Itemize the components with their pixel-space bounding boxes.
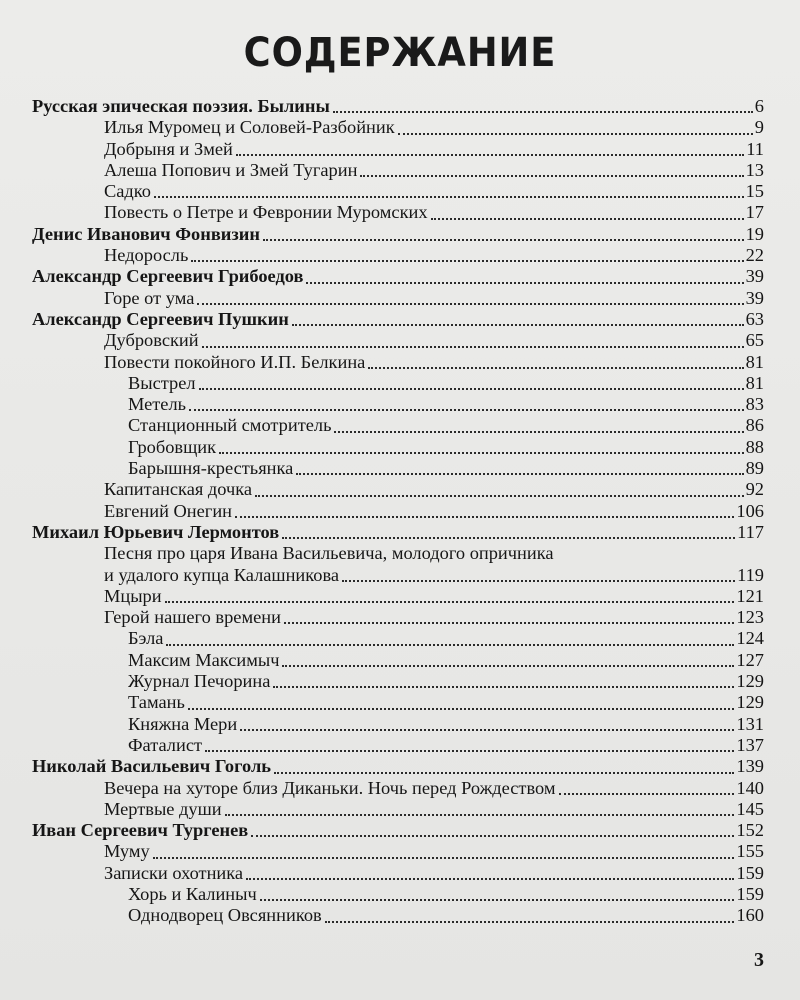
toc-entry-title: Алеша Попович и Змей Тугарин	[104, 159, 358, 180]
toc-entry	[32, 565, 764, 586]
toc-entry	[32, 628, 764, 649]
toc-entry	[32, 288, 764, 309]
toc-entry-page: 119	[737, 564, 764, 585]
toc-entry	[32, 714, 764, 735]
table-of-contents	[32, 96, 764, 927]
toc-leader-dots	[205, 750, 734, 752]
toc-entry-page: 19	[745, 223, 764, 244]
toc-leader-dots	[284, 622, 734, 624]
toc-entry-title: Повесть о Петре и Февронии Муромских	[104, 202, 428, 223]
toc-entry-page: 39	[745, 287, 764, 308]
toc-entry-title: Русская эпическая поэзия. Былины	[32, 96, 330, 116]
toc-entry-page: 11	[746, 138, 764, 159]
toc-entry	[32, 139, 764, 160]
toc-entry	[32, 224, 764, 245]
toc-entry-title: Илья Муромец и Соловей-Разбойник	[104, 117, 395, 138]
toc-leader-dots	[165, 601, 735, 603]
page-title: СОДЕРЖАНИЕ	[243, 30, 557, 76]
toc-leader-dots	[188, 708, 735, 710]
toc-leader-dots	[282, 537, 735, 539]
toc-leader-dots	[246, 878, 734, 880]
page-number: 3	[754, 949, 764, 971]
toc-entry-title: Фаталист	[128, 734, 203, 755]
toc-entry-title: Мертвые души	[104, 798, 222, 819]
toc-entry	[32, 181, 764, 202]
toc-entry	[32, 586, 764, 607]
toc-leader-dots	[219, 452, 744, 454]
toc-entry-title: Барышня-крестьянка	[128, 458, 294, 479]
toc-leader-dots	[368, 367, 743, 369]
toc-leader-dots	[559, 793, 735, 795]
toc-entry	[32, 501, 764, 522]
toc-entry-page: 81	[745, 372, 764, 393]
toc-entry	[32, 437, 764, 458]
toc-entry-title: Хорь и Калиныч	[128, 883, 257, 904]
toc-leader-dots	[398, 133, 753, 135]
toc-entry-title: Повести покойного И.П. Белкина	[104, 351, 366, 372]
toc-leader-dots	[202, 346, 744, 348]
toc-entry	[32, 330, 764, 351]
toc-entry-page: 6	[754, 96, 764, 116]
toc-leader-dots	[334, 431, 743, 433]
toc-entry	[32, 522, 764, 543]
toc-entry	[32, 96, 764, 117]
toc-entry	[32, 863, 764, 884]
toc-entry-title: Иван Сергеевич Тургенев	[32, 820, 249, 841]
toc-entry-title: и удалого купца Калашникова	[104, 564, 340, 585]
toc-entry-title: Максим Максимыч	[128, 649, 280, 670]
toc-entry-title: Песня про царя Ивана Васильевича, молодого опричника	[104, 543, 554, 564]
toc-entry-page: 152	[736, 820, 764, 841]
toc-leader-dots	[342, 580, 735, 582]
toc-entry-title: Горе от ума	[104, 287, 195, 308]
toc-entry-title: Александр Сергеевич Грибоедов	[32, 266, 304, 287]
toc-leader-dots	[189, 409, 744, 411]
toc-entry-page: 123	[736, 607, 764, 628]
toc-entry	[32, 202, 764, 223]
toc-entry-title: Бэла	[128, 628, 164, 649]
toc-leader-dots	[255, 495, 744, 497]
toc-entry-title: Метель	[128, 394, 187, 415]
toc-entry	[32, 756, 764, 777]
toc-leader-dots	[199, 388, 744, 390]
toc-entry-page: 127	[736, 649, 764, 670]
toc-entry-page: 65	[745, 330, 764, 351]
toc-entry-title: Муму	[104, 841, 150, 862]
toc-leader-dots	[197, 303, 743, 305]
toc-leader-dots	[153, 857, 735, 859]
toc-leader-dots	[240, 729, 734, 731]
toc-entry	[32, 479, 764, 500]
toc-entry-title: Станционный смотритель	[128, 415, 332, 436]
toc-entry-page: 86	[745, 415, 764, 436]
toc-entry-title: Николай Васильевич Гоголь	[32, 756, 272, 777]
toc-entry-page: 89	[745, 458, 764, 479]
toc-entry-page: 145	[736, 798, 764, 819]
toc-entry-title: Княжна Мери	[128, 713, 238, 734]
toc-entry-title: Герой нашего времени	[104, 607, 281, 628]
toc-entry	[32, 841, 764, 862]
toc-entry-title: Денис Иванович Фонвизин	[32, 223, 260, 244]
toc-entry	[32, 735, 764, 756]
toc-entry	[32, 373, 764, 394]
toc-entry	[32, 884, 764, 905]
toc-entry-page: 39	[745, 266, 764, 287]
toc-entry-page: 22	[745, 245, 764, 266]
toc-entry-title: Михаил Юрьевич Лермонтов	[32, 521, 280, 542]
toc-leader-dots	[325, 921, 735, 923]
toc-entry-title: Садко	[104, 181, 151, 202]
toc-leader-dots	[225, 814, 735, 816]
toc-entry	[32, 117, 764, 138]
toc-leader-dots	[282, 665, 734, 667]
toc-entry-title: Дубровский	[104, 330, 199, 351]
toc-entry	[32, 778, 764, 799]
toc-entry	[32, 692, 764, 713]
toc-entry-title: Журнал Печорина	[128, 671, 271, 692]
toc-leader-dots	[166, 644, 734, 646]
toc-entry-title: Капитанская дочка	[104, 479, 253, 500]
toc-leader-dots	[235, 516, 734, 518]
toc-entry-page: 155	[736, 841, 764, 862]
toc-entry-page: 9	[754, 117, 764, 138]
toc-leader-dots	[360, 175, 743, 177]
toc-leader-dots	[260, 899, 735, 901]
toc-entry-page: 13	[745, 159, 764, 180]
toc-entry	[32, 905, 764, 926]
toc-leader-dots	[236, 154, 744, 156]
toc-entry-page: 88	[745, 436, 764, 457]
toc-entry-page: 131	[736, 713, 764, 734]
toc-entry-page: 83	[745, 394, 764, 415]
toc-leader-dots	[251, 835, 734, 837]
toc-entry	[32, 607, 764, 628]
toc-entry	[32, 650, 764, 671]
toc-entry-page: 15	[745, 181, 764, 202]
toc-entry-title: Однодворец Овсянников	[128, 905, 322, 926]
toc-entry-page: 129	[736, 671, 764, 692]
toc-entry-title: Вечера на хуторе близ Диканьки. Ночь перед Рождеством	[104, 777, 556, 798]
toc-entry-title: Недоросль	[104, 245, 189, 266]
toc-entry	[32, 160, 764, 181]
toc-leader-dots	[296, 473, 743, 475]
toc-entry-page: 124	[736, 628, 764, 649]
toc-leader-dots	[273, 686, 734, 688]
toc-entry-page: 117	[737, 521, 764, 542]
toc-entry-page: 81	[745, 351, 764, 372]
toc-entry-page: 159	[736, 883, 764, 904]
toc-entry-title: Евгений Онегин	[104, 500, 233, 521]
toc-leader-dots	[333, 111, 753, 113]
toc-entry	[32, 352, 764, 373]
toc-entry-page: 63	[745, 308, 764, 329]
toc-entry-title: Мцыри	[104, 585, 162, 606]
toc-entry-page: 106	[736, 500, 764, 521]
toc-entry-page: 139	[736, 756, 764, 777]
toc-entry-page: 92	[745, 479, 764, 500]
toc-leader-dots	[154, 196, 744, 198]
toc-entry-title: Записки охотника	[104, 862, 244, 883]
toc-entry	[32, 245, 764, 266]
toc-entry-page: 17	[745, 202, 764, 223]
toc-leader-dots	[431, 218, 744, 220]
toc-entry	[32, 671, 764, 692]
toc-entry-page: 160	[736, 905, 764, 926]
toc-entry	[32, 266, 764, 287]
toc-entry-title: Александр Сергеевич Пушкин	[32, 308, 289, 329]
toc-entry-title: Гробовщик	[128, 436, 217, 457]
toc-leader-dots	[292, 324, 744, 326]
toc-entry	[32, 458, 764, 479]
toc-entry-page: 137	[736, 734, 764, 755]
toc-leader-dots	[263, 239, 744, 241]
toc-entry-page: 159	[736, 862, 764, 883]
toc-entry	[32, 820, 764, 841]
toc-entry-page: 129	[736, 692, 764, 713]
toc-entry	[32, 415, 764, 436]
toc-leader-dots	[274, 772, 734, 774]
toc-entry	[32, 543, 764, 564]
toc-entry	[32, 799, 764, 820]
toc-entry-title: Добрыня и Змей	[104, 138, 233, 159]
toc-leader-dots	[191, 260, 743, 262]
toc-entry	[32, 394, 764, 415]
toc-entry-title: Выстрел	[128, 372, 196, 393]
toc-entry-page: 140	[736, 777, 764, 798]
toc-entry-title: Тамань	[128, 692, 185, 713]
toc-entry	[32, 309, 764, 330]
toc-leader-dots	[306, 282, 743, 284]
toc-entry-page: 121	[736, 585, 764, 606]
